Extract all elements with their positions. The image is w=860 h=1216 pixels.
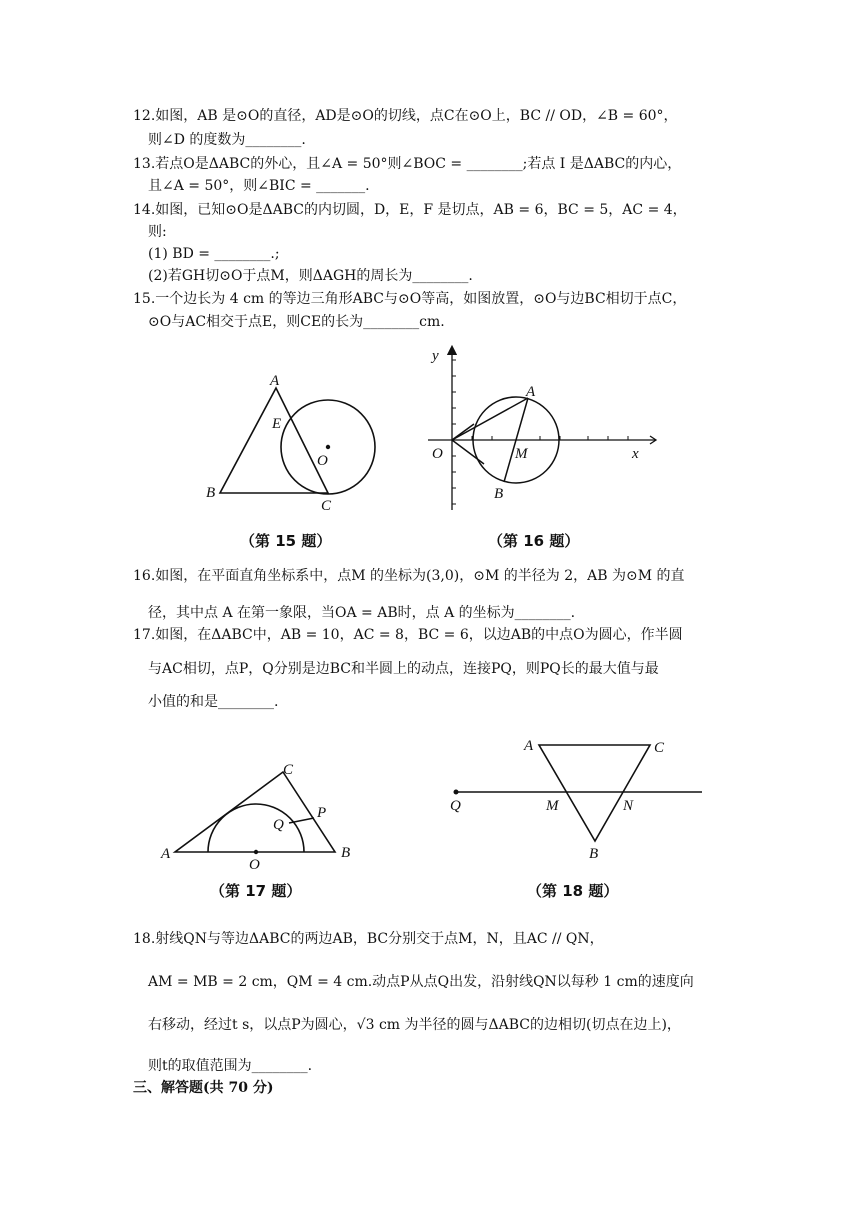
fig16-segment-ob [452, 440, 484, 464]
figure-15-caption: （第 15 题） [240, 532, 332, 550]
fig17-label-a: A [161, 846, 171, 862]
fig18-triangle [539, 745, 650, 841]
problem-17-line-3: 小值的和是________. [148, 694, 279, 710]
figure-17 [155, 755, 365, 875]
fig15-label-e: E [272, 416, 282, 432]
fig18-label-n: N [623, 798, 634, 814]
problem-13-line-1: 13.若点O是ΔABC的外心，且∠A = 50°则∠BOC = ________;若点 I 是ΔABC的内心， [133, 156, 682, 172]
problem-12-line-1: 12.如图，AB 是⊙O的直径，AD是⊙O的切线，点C在⊙O上，BC // OD，∠B = 60°， [133, 108, 678, 124]
fig17-semicircle [208, 804, 304, 852]
fig18-label-a: A [524, 738, 534, 754]
fig17-label-b: B [341, 845, 351, 861]
problem-18-line-1: 18.射线QN与等边ΔABC的两边AB，BC分别交于点M，N，且AC // QN， [133, 931, 604, 947]
fig16-segment-oa [452, 398, 528, 440]
fig15-label-o: O [317, 453, 328, 469]
fig16-label-m: M [515, 446, 528, 462]
problem-16-line-2: 径，其中点 A 在第一象限，当OA = AB时，点 A 的坐标为________. [148, 605, 576, 621]
fig15-label-a: A [270, 373, 280, 389]
fig16-label-x: x [632, 446, 639, 462]
problem-14-line-4: (2)若GH切⊙O于点M，则ΔAGH的周长为________. [148, 268, 473, 284]
problem-15-line-2: ⊙O与AC相交于点E，则CE的长为________cm. [148, 314, 445, 330]
fig15-center-dot [326, 445, 330, 449]
problem-16-line-1: 16.如图，在平面直角坐标系中，点M 的坐标为(3,0)，⊙M 的半径为 2，AB 为⊙M 的直 [133, 568, 685, 584]
figure-18 [440, 730, 710, 865]
fig18-label-b: B [589, 846, 599, 862]
fig15-label-c: C [321, 498, 332, 514]
figure-15 [200, 370, 390, 520]
fig18-label-m: M [546, 798, 559, 814]
figure-18-caption: （第 18 题） [527, 882, 619, 900]
fig16-label-a: A [526, 384, 536, 400]
problem-17-line-2: 与AC相切，点P，Q分别是边BC和半圆上的动点，连接PQ，则PQ长的最大值与最 [148, 661, 659, 677]
fig16-label-o: O [432, 446, 443, 462]
fig17-label-c: C [283, 762, 294, 778]
fig17-center-dot [254, 850, 258, 854]
figure-17-caption: （第 17 题） [210, 882, 302, 900]
section-title: 三、解答题(共 70 分) [133, 1080, 274, 1096]
fig18-label-c: C [654, 740, 665, 756]
fig17-label-q: Q [273, 817, 284, 833]
fig15-triangle [220, 388, 328, 493]
figure-16 [420, 340, 660, 515]
fig18-label-q: Q [450, 798, 461, 814]
fig16-label-y: y [432, 348, 439, 364]
fig18-point-q [454, 790, 459, 795]
fig17-triangle [175, 772, 335, 852]
problem-18-line-3: 右移动，经过t s，以点P为圆心，√3 cm 为半径的圆与ΔABC的边相切(切点在边上)， [148, 1017, 681, 1033]
problem-14-line-1: 14.如图，已知⊙O是ΔABC的内切圆，D，E，F 是切点，AB = 6，BC = 5，AC = 4， [133, 202, 687, 218]
figure-16-caption: （第 16 题） [488, 532, 580, 550]
fig17-label-p: P [317, 805, 327, 821]
problem-13-line-2: 且∠A = 50°，则∠BIC = _______. [148, 178, 370, 194]
problem-17-line-1: 17.如图，在ΔABC中，AB = 10，AC = 8，BC = 6，以边AB的中点O为圆心，作半圆 [133, 627, 683, 643]
fig17-label-o: O [249, 857, 260, 873]
problem-14-line-3: (1) BD = ________.; [148, 246, 280, 262]
problem-18-line-4: 则t的取值范围为________. [148, 1058, 313, 1074]
problem-18-line-2: AM = MB = 2 cm，QM = 4 cm.动点P从点Q出发，沿射线QN以每秒 1 cm的速度向 [148, 974, 694, 990]
problem-15-line-1: 15.一个边长为 4 cm 的等边三角形ABC与⊙O等高，如图放置，⊙O与边BC相切于点C， [133, 291, 687, 307]
problem-14-line-2: 则: [148, 224, 167, 240]
fig16-label-b: B [494, 486, 504, 502]
problem-12-line-2: 则∠D 的度数为________. [148, 132, 306, 148]
fig15-label-b: B [206, 485, 216, 501]
